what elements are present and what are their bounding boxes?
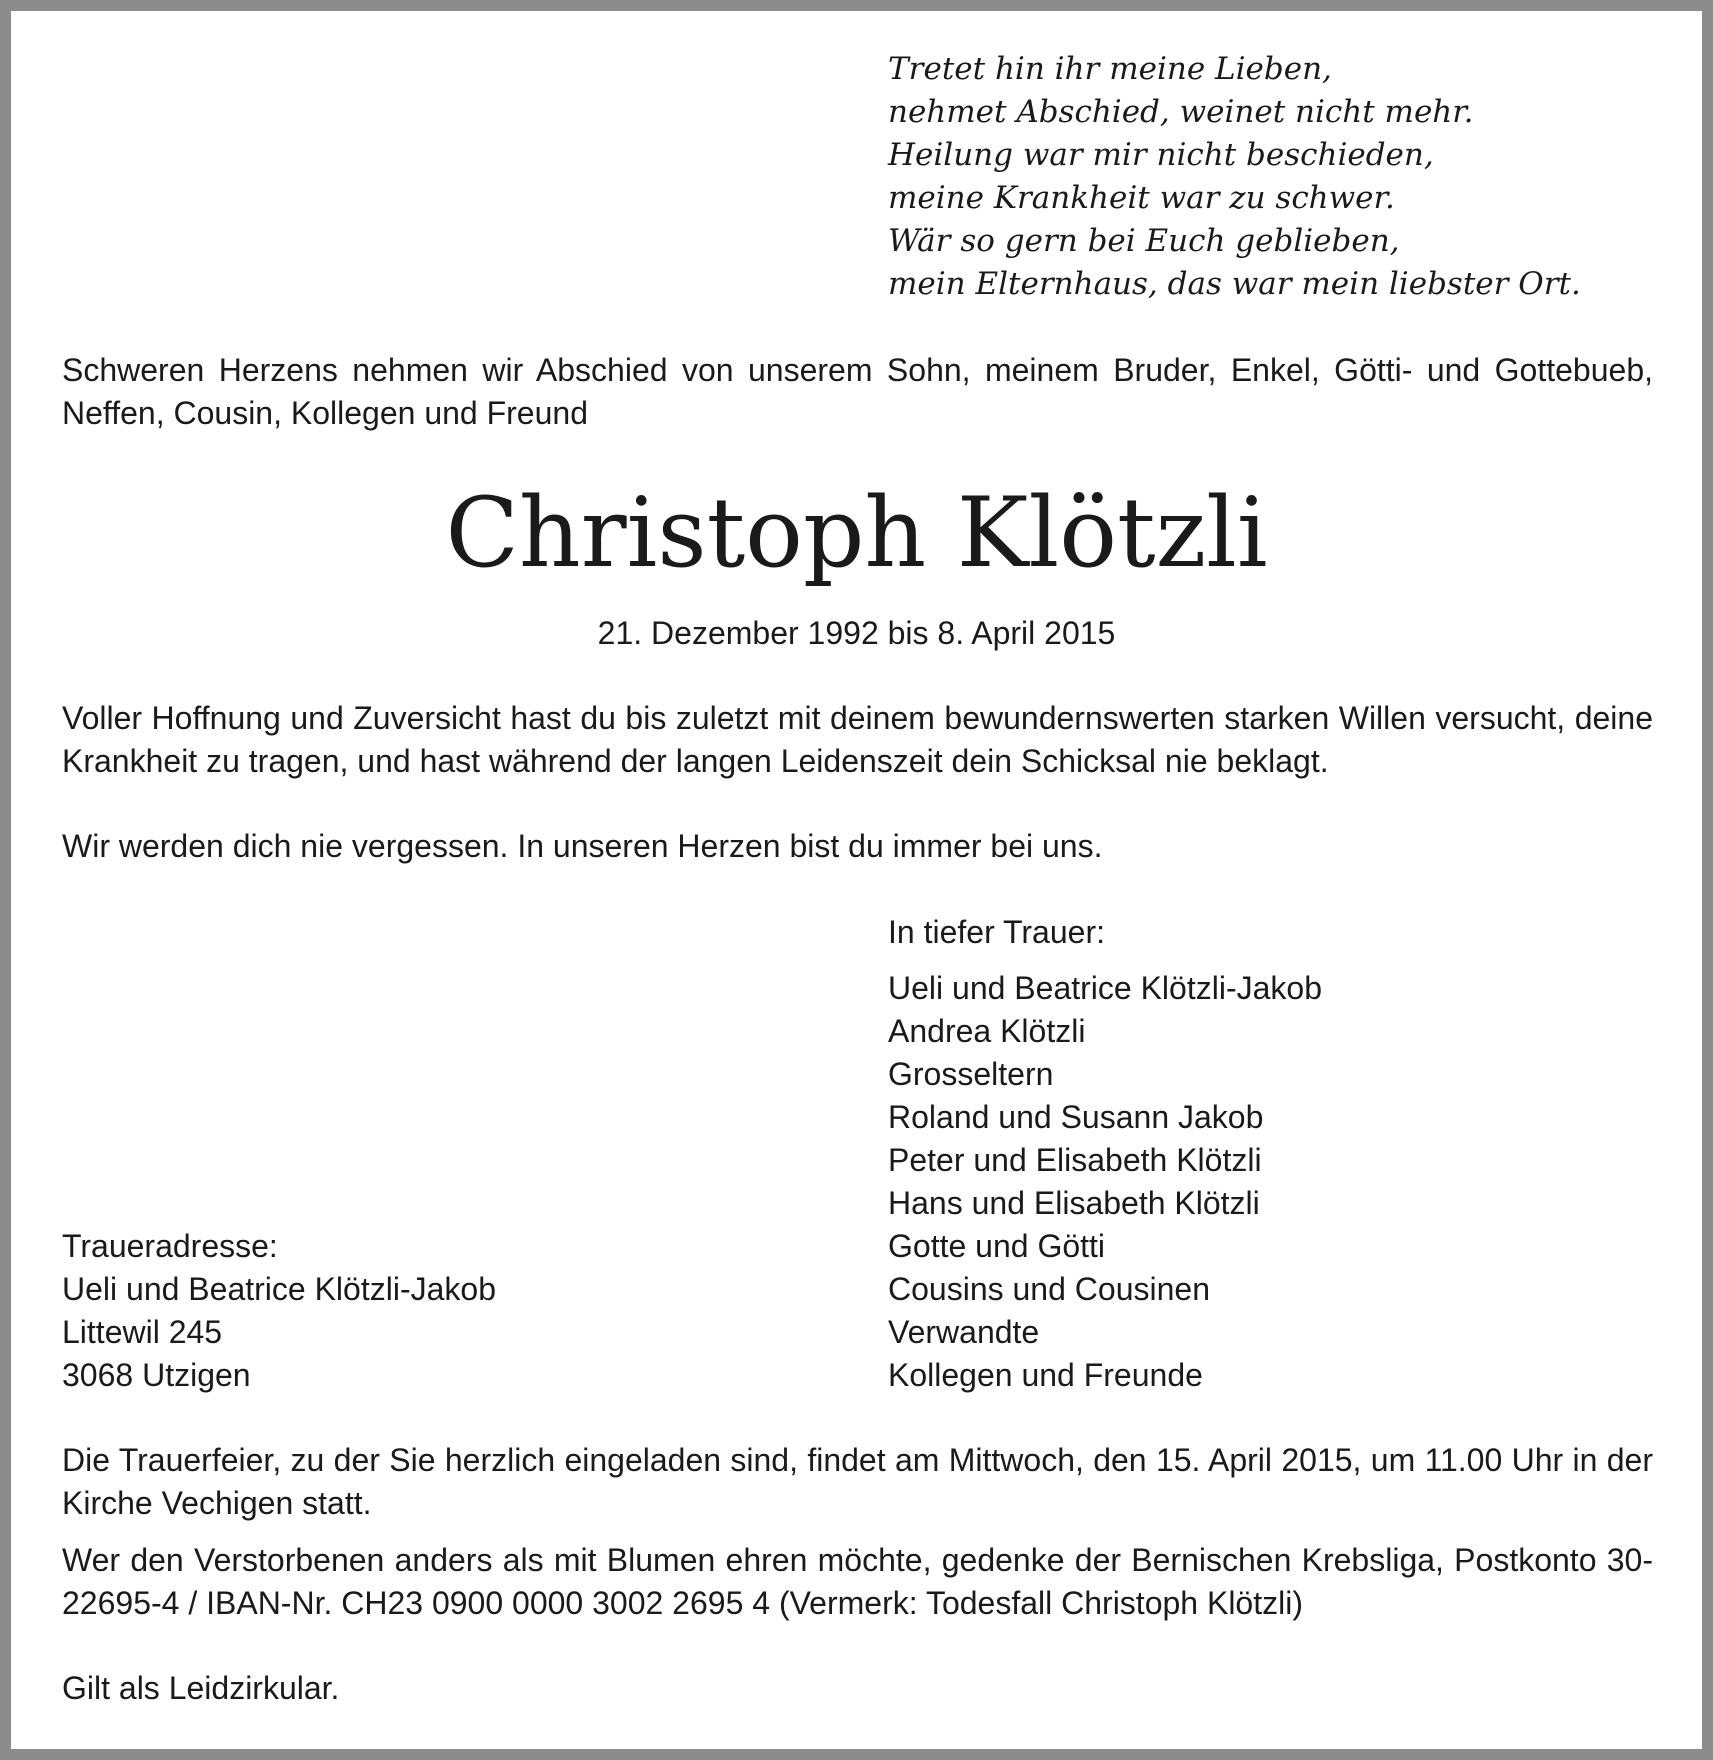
mourning-address xyxy=(62,1225,496,1397)
poem-line: Tretet hin ihr meine Lieben, xyxy=(888,51,1332,87)
mourner-name: Roland und Susann Jakob xyxy=(888,1099,1264,1135)
donation-notice: Wer den Verstorbenen anders als mit Blumen ehren möchte, gedenke der Bernischen Krebsliga, Postkonto 30-22695-4 / IBAN-Nr. CH23 0900 0000 3002 2695 4 (Vermerk: Todesfall Christoph Klötzli) xyxy=(62,1542,1653,1621)
address-label: Traueradresse: xyxy=(62,1228,278,1264)
mourner-name: Gotte und Götti xyxy=(888,1228,1106,1264)
life-dates: 21. Dezember 1992 bis 8. April 2015 xyxy=(597,615,1116,651)
address-line: Ueli und Beatrice Klötzli-Jakob xyxy=(62,1271,496,1307)
mourner-name: Peter und Elisabeth Klötzli xyxy=(888,1142,1262,1178)
mourners-list xyxy=(888,967,1322,1397)
closing-note: Gilt als Leidzirkular. xyxy=(62,1670,340,1706)
poem-line: meine Krankheit war zu schwer. xyxy=(888,180,1395,216)
ceremony-notice: Die Trauerfeier, zu der Sie herzlich eingeladen sind, findet am Mittwoch, den 15. April 2015, um 11.00 Uhr in der Kirche Vechigen statt. xyxy=(62,1442,1653,1521)
poem xyxy=(888,48,1581,306)
mourners-heading: In tiefer Trauer: xyxy=(888,914,1105,950)
mourner-name: Hans und Elisabeth Klötzli xyxy=(888,1185,1260,1221)
poem-line: nehmet Abschied, weinet nicht mehr. xyxy=(888,94,1474,130)
mourner-name: Verwandte xyxy=(888,1314,1040,1350)
mourner-name: Cousins und Cousinen xyxy=(888,1271,1210,1307)
remembrance-paragraph: Wir werden dich nie vergessen. In unseren Herzen bist du immer bei uns. xyxy=(62,828,1103,864)
mourner-name: Ueli und Beatrice Klötzli-Jakob xyxy=(888,970,1322,1006)
address-line: 3068 Utzigen xyxy=(62,1357,251,1393)
mourner-name: Grosseltern xyxy=(888,1056,1054,1092)
address-line: Littewil 245 xyxy=(62,1314,223,1350)
deceased-name: Christoph Klötzli xyxy=(445,477,1268,589)
poem-line: mein Elternhaus, das war mein liebster Ort. xyxy=(888,266,1581,302)
tribute-paragraph: Voller Hoffnung und Zuversicht hast du bis zuletzt mit deinem bewundernswerten starken Willen versucht, deine Krankheit zu tragen, und hast während der langen Leidenszeit dein Schicksal nie beklagt. xyxy=(62,700,1653,779)
mourner-name: Kollegen und Freunde xyxy=(888,1357,1203,1393)
poem-line: Wär so gern bei Euch geblieben, xyxy=(888,223,1400,259)
mourner-name: Andrea Klötzli xyxy=(888,1013,1086,1049)
poem-line: Heilung war mir nicht beschieden, xyxy=(888,137,1434,173)
intro-text: Schweren Herzens nehmen wir Abschied von unserem Sohn, meinem Bruder, Enkel, Götti- und Gottebueb, Neffen, Cousin, Kollegen und Freund xyxy=(62,352,1653,431)
